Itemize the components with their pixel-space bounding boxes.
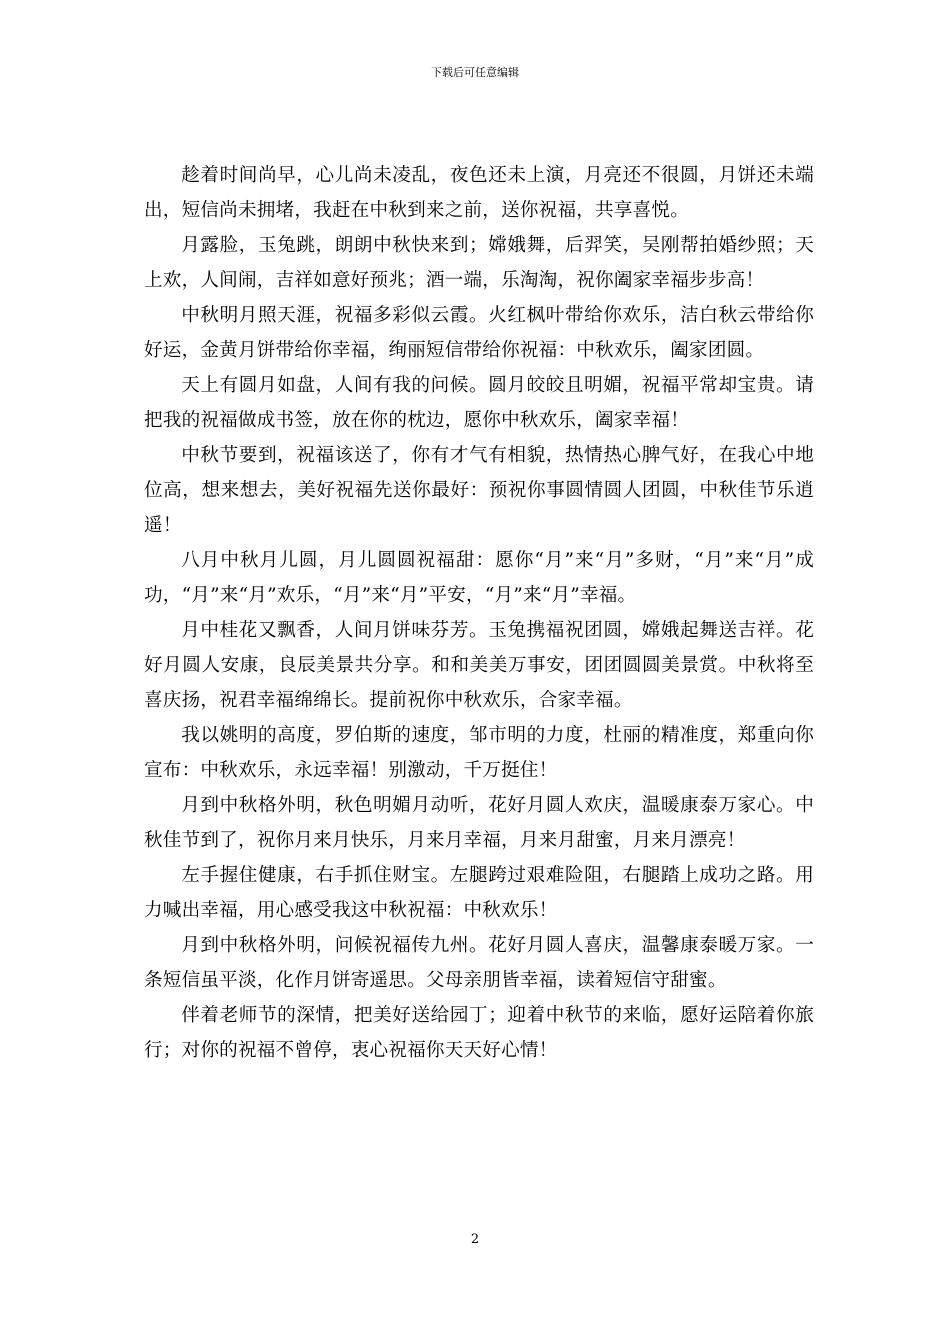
paragraph: 趁着时间尚早，心儿尚未凌乱，夜色还未上演，月亮还不很圆，月饼还未端出，短信尚未拥堵，我赶在中秋到来之前，送你祝福，共享喜悦。	[144, 165, 814, 221]
paragraph: 八月中秋月儿圆，月儿圆圆祝福甜：愿你“月”来“月”多财，“月”来“月”成功，“月”来“月”欢乐，“月”来“月”平安，“月”来“月”幸福。	[144, 550, 814, 606]
paragraph: 月中桂花又飘香，人间月饼味芬芳。玉兔携福祝团圆，嫦娥起舞送吉祥。花好月圆人安康，良辰美景共分享。和和美美万事安，团团圆圆美景赏。中秋将至喜庆扬，祝君幸福绵绵长。提前祝你中秋欢乐，合家幸福。	[144, 620, 814, 711]
document-body	[144, 158, 814, 1068]
paragraph: 天上有圆月如盘，人间有我的问候。圆月皎皎且明媚，祝福平常却宝贵。请把我的祝福做成书签，放在你的枕边，愿你中秋欢乐，阖家幸福！	[144, 375, 814, 431]
page-header: 下载后可任意编辑	[431, 66, 519, 79]
paragraph: 月到中秋格外明，秋色明媚月动听，花好月圆人欢庆，温暖康泰万家心。中秋佳节到了，祝你月来月快乐，月来月幸福，月来月甜蜜，月来月漂亮！	[144, 795, 814, 851]
paragraph: 左手握住健康，右手抓住财宝。左腿跨过艰难险阻，右腿踏上成功之路。用力喊出幸福，用心感受我这中秋祝福：中秋欢乐！	[144, 865, 814, 921]
paragraph: 月露脸，玉兔跳，朗朗中秋快来到；嫦娥舞，后羿笑，吴刚帮拍婚纱照；天上欢，人间闹，吉祥如意好预兆；酒一端，乐淘淘，祝你阖家幸福步步高！	[144, 235, 814, 291]
paragraph: 我以姚明的高度，罗伯斯的速度，邹市明的力度，杜丽的精准度，郑重向你宣布：中秋欢乐，永远幸福！别激动，千万挺住！	[144, 725, 814, 781]
paragraph: 伴着老师节的深情，把美好送给园丁；迎着中秋节的来临，愿好运陪着你旅行；对你的祝福不曾停，衷心祝福你天天好心情！	[144, 1005, 814, 1061]
page-number: 2	[470, 1232, 480, 1247]
paragraph: 月到中秋格外明，问候祝福传九州。花好月圆人喜庆，温馨康泰暖万家。一条短信虽平淡，化作月饼寄遥思。父母亲朋皆幸福，读着短信守甜蜜。	[144, 935, 814, 991]
paragraph: 中秋节要到，祝福该送了，你有才气有相貌，热情热心脾气好，在我心中地位高，想来想去，美好祝福先送你最好：预祝你事圆情圆人团圆，中秋佳节乐逍遥！	[144, 445, 814, 536]
paragraph: 中秋明月照天涯，祝福多彩似云霞。火红枫叶带给你欢乐，洁白秋云带给你好运，金黄月饼带给你幸福，绚丽短信带给你祝福：中秋欢乐，阖家团圆。	[144, 305, 814, 361]
